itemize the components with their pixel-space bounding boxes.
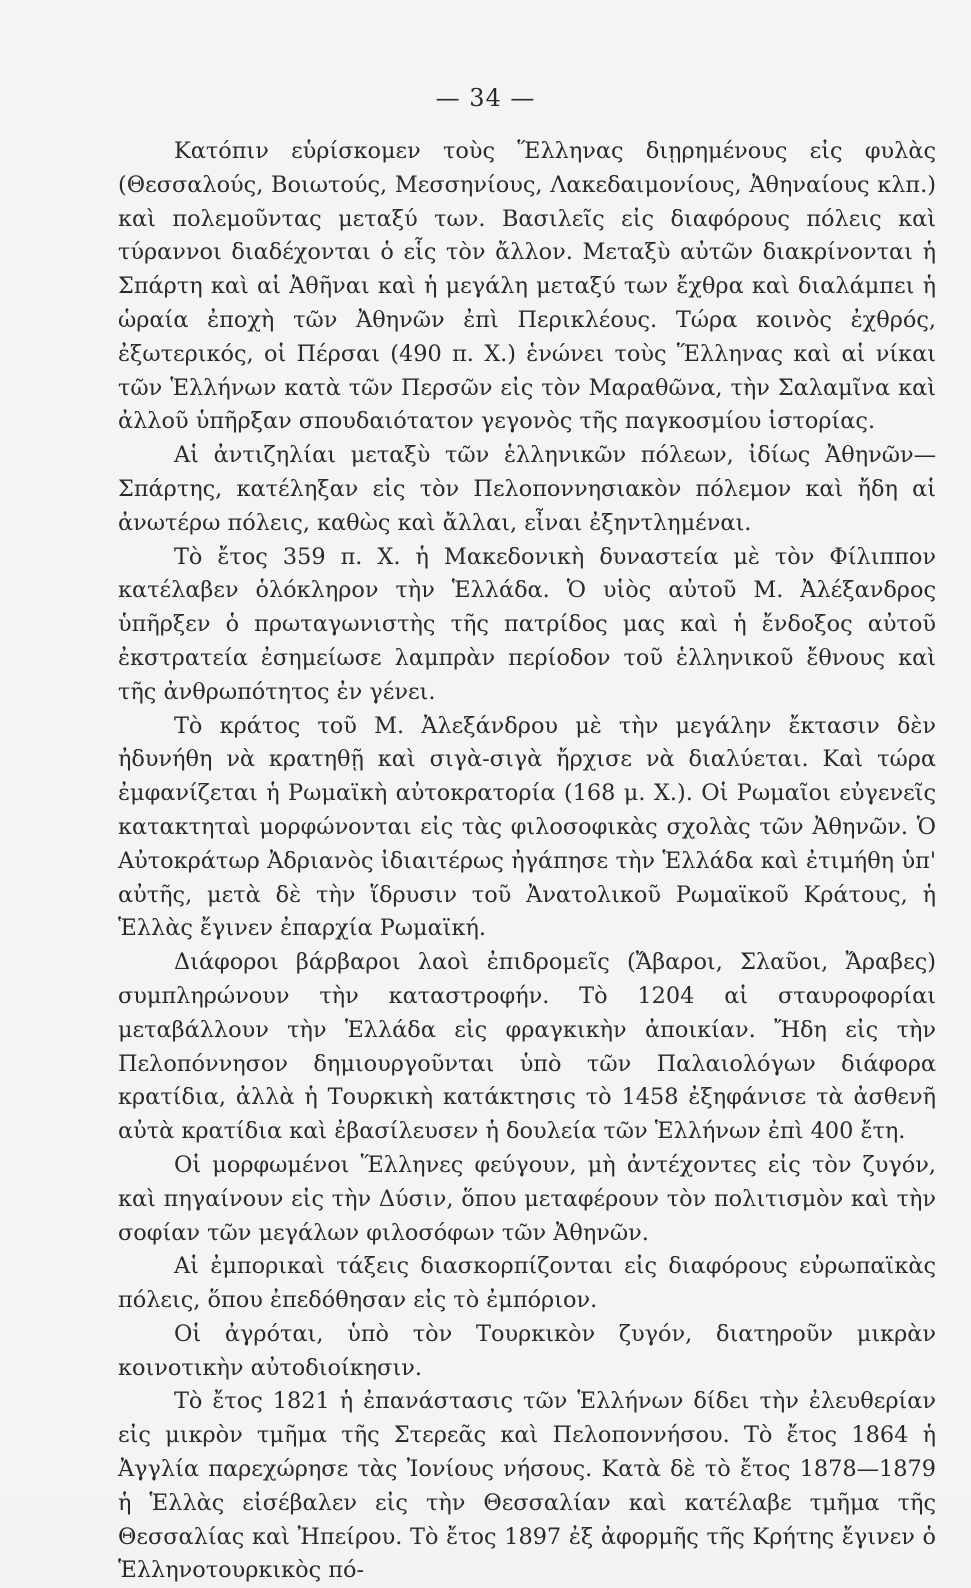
paragraph-2: Αἱ ἀντιζηλίαι μεταξὺ τῶν ἑλληνικῶν πόλεων, ἰδίως Ἀθηνῶν—Σπάρτης, κατέληξαν εἰς τὸν Πελοποννησιακὸν πόλεμον καὶ ἤδη αἱ ἀνωτέρω πόλεις, καθὼς καὶ ἄλλαι, εἶναι ἐξηντλημέναι. — [118, 442, 936, 536]
page-number: — 34 — — [435, 84, 536, 112]
paragraph-3: Τὸ ἔτος 359 π. Χ. ἡ Μακεδονικὴ δυναστεία μὲ τὸν Φίλιππον κατέλαβεν ὁλόκληρον τὴν Ἑλλάδα. Ὁ υἱὸς αὐτοῦ Μ. Ἀλέξανδρος ὑπῆρξεν ὁ πρωταγωνιστὴς τῆς πατρίδος μας καὶ ἡ ἔνδοξος αὐτοῦ ἐκστρατεία ἐσημείωσε λαμπρὰν περίοδον τοῦ ἑλληνικοῦ ἔθνους καὶ τῆς ἀνθρωπότητος ἐν γένει. — [118, 543, 936, 705]
paragraph-4: Τὸ κράτος τοῦ Μ. Ἀλεξάνδρου μὲ τὴν μεγάλην ἔκτασιν δὲν ἠδυνήθη νὰ κρατηθῇ καὶ σιγὰ-σιγὰ ἤρχισε νὰ διαλύεται. Καὶ τώρα ἐμφανίζεται ἡ Ρωμαϊκὴ αὐτοκρατορία (168 μ. Χ.). Οἱ Ρωμαῖοι εὐγενεῖς κατακτηταὶ μορφώνονται εἰς τὰς φιλοσοφικὰς σχολὰς τῶν Ἀθηνῶν. Ὁ Αὐτοκράτωρ Ἀδριανὸς ἰδιαιτέρως ἠγάπησε τὴν Ἑλλάδα καὶ ἐτιμήθη ὑπ' αὐτῆς, μετὰ δὲ τὴν ἵδρυσιν τοῦ Ἀνατολικοῦ Ρωμαϊκοῦ Κράτους, ἡ Ἑλλὰς ἔγινεν ἐπαρχία Ρωμαϊκή. — [118, 712, 936, 942]
paragraph-6: Οἱ μορφωμένοι Ἕλληνες φεύγουν, μὴ ἀντέχοντες εἰς τὸν ζυγόν, καὶ πηγαίνουν εἰς τὴν Δύσιν, ὅπου μεταφέρουν τὸν πολιτισμὸν καὶ τὴν σοφίαν τῶν μεγάλων φιλοσόφων τῶν Ἀθηνῶν. — [118, 1151, 936, 1246]
paragraph-9: Τὸ ἔτος 1821 ἡ ἐπανάστασις τῶν Ἑλλήνων δίδει τὴν ἐλευθερίαν εἰς μικρὸν τμῆμα τῆς Στερεᾶς καὶ Πελοποννήσου. Τὸ ἔτος 1864 ἡ Ἀγγλία παρεχώρησε τὰς Ἰονίους νήσους. Κατὰ δὲ τὸ ἔτος 1878—1879 ἡ Ἑλλὰς εἰσέβαλεν εἰς τὴν Θεσσαλίαν καὶ κατέλαβε τμῆμα τῆς Θεσσαλίας καὶ Ἠπείρου. Τὸ ἔτος 1897 ἐξ ἀφορμῆς τῆς Κρήτης ἔγινεν ὁ Ἑλληνοτουρκικὸς πό- — [118, 1388, 936, 1584]
paragraph-8: Οἱ ἀγρόται, ὑπὸ τὸν Τουρκικὸν ζυγόν, διατηροῦν μικρὰν κοινοτικὴν αὐτοδιοίκησιν. — [118, 1320, 936, 1381]
paragraph-5: Διάφοροι βάρβαροι λαοὶ ἐπιδρομεῖς (Ἄβαροι, Σλαῦοι, Ἄραβες) συμπληρώνουν τὴν καταστροφήν. Τὸ 1204 αἱ σταυροφορίαι μεταβάλλουν τὴν Ἑλλάδα εἰς φραγκικὴν ἀποικίαν. Ἤδη εἰς τὴν Πελοπόννησον δημιουργοῦνται ὑπὸ τῶν Παλαιολόγων διάφορα κρατίδια, ἀλλὰ ἡ Τουρκικὴ κατάκτησις τὸ 1458 ἐξηφάνισε τὰ ἀσθενῆ αὐτὰ κρατίδια καὶ ἐβασίλευσεν ἡ δουλεία τῶν Ἑλλήνων ἐπὶ 400 ἔτη. — [118, 949, 936, 1145]
paragraph-1: Κατόπιν εὑρίσκομεν τοὺς Ἕλληνας διῃρημένους εἰς φυλὰς (Θεσσαλούς, Βοιωτούς, Μεσσηνίους, Λακεδαιμονίους, Ἀθηναίους κλπ.) καὶ πολεμοῦντας μεταξύ των. Βασιλεῖς εἰς διαφόρους πόλεις καὶ τύραννοι διαδέχονται ὁ εἷς τὸν ἄλλον. Μεταξὺ αὐτῶν διακρίνονται ἡ Σπάρτη καὶ αἱ Ἀθῆναι καὶ ἡ μεγάλη μεταξύ των ἔχθρα καὶ διαλάμπει ἡ ὡραία ἐποχὴ τῶν Ἀθηνῶν ἐπὶ Περικλέους. Τώρα κοινὸς ἐχθρός, ἐξωτερικός, οἱ Πέρσαι (490 π. Χ.) ἑνώνει τοὺς Ἕλληνας καὶ αἱ νίκαι τῶν Ἑλλήνων κατὰ τῶν Περσῶν εἰς τὸν Μαραθῶνα, τὴν Σαλαμῖνα καὶ ἀλλοῦ ὑπῆρξαν σπουδαιότατον γεγονὸς τῆς παγκοσμίου ἱστορίας. — [118, 138, 936, 435]
paragraph-7: Αἱ ἐμπορικαὶ τάξεις διασκορπίζονται εἰς διαφόρους εὐρωπαϊκὰς πόλεις, ὅπου ἐπεδόθησαν εἰς τὸ ἐμπόριον. — [118, 1253, 936, 1314]
body-text — [118, 135, 936, 1588]
